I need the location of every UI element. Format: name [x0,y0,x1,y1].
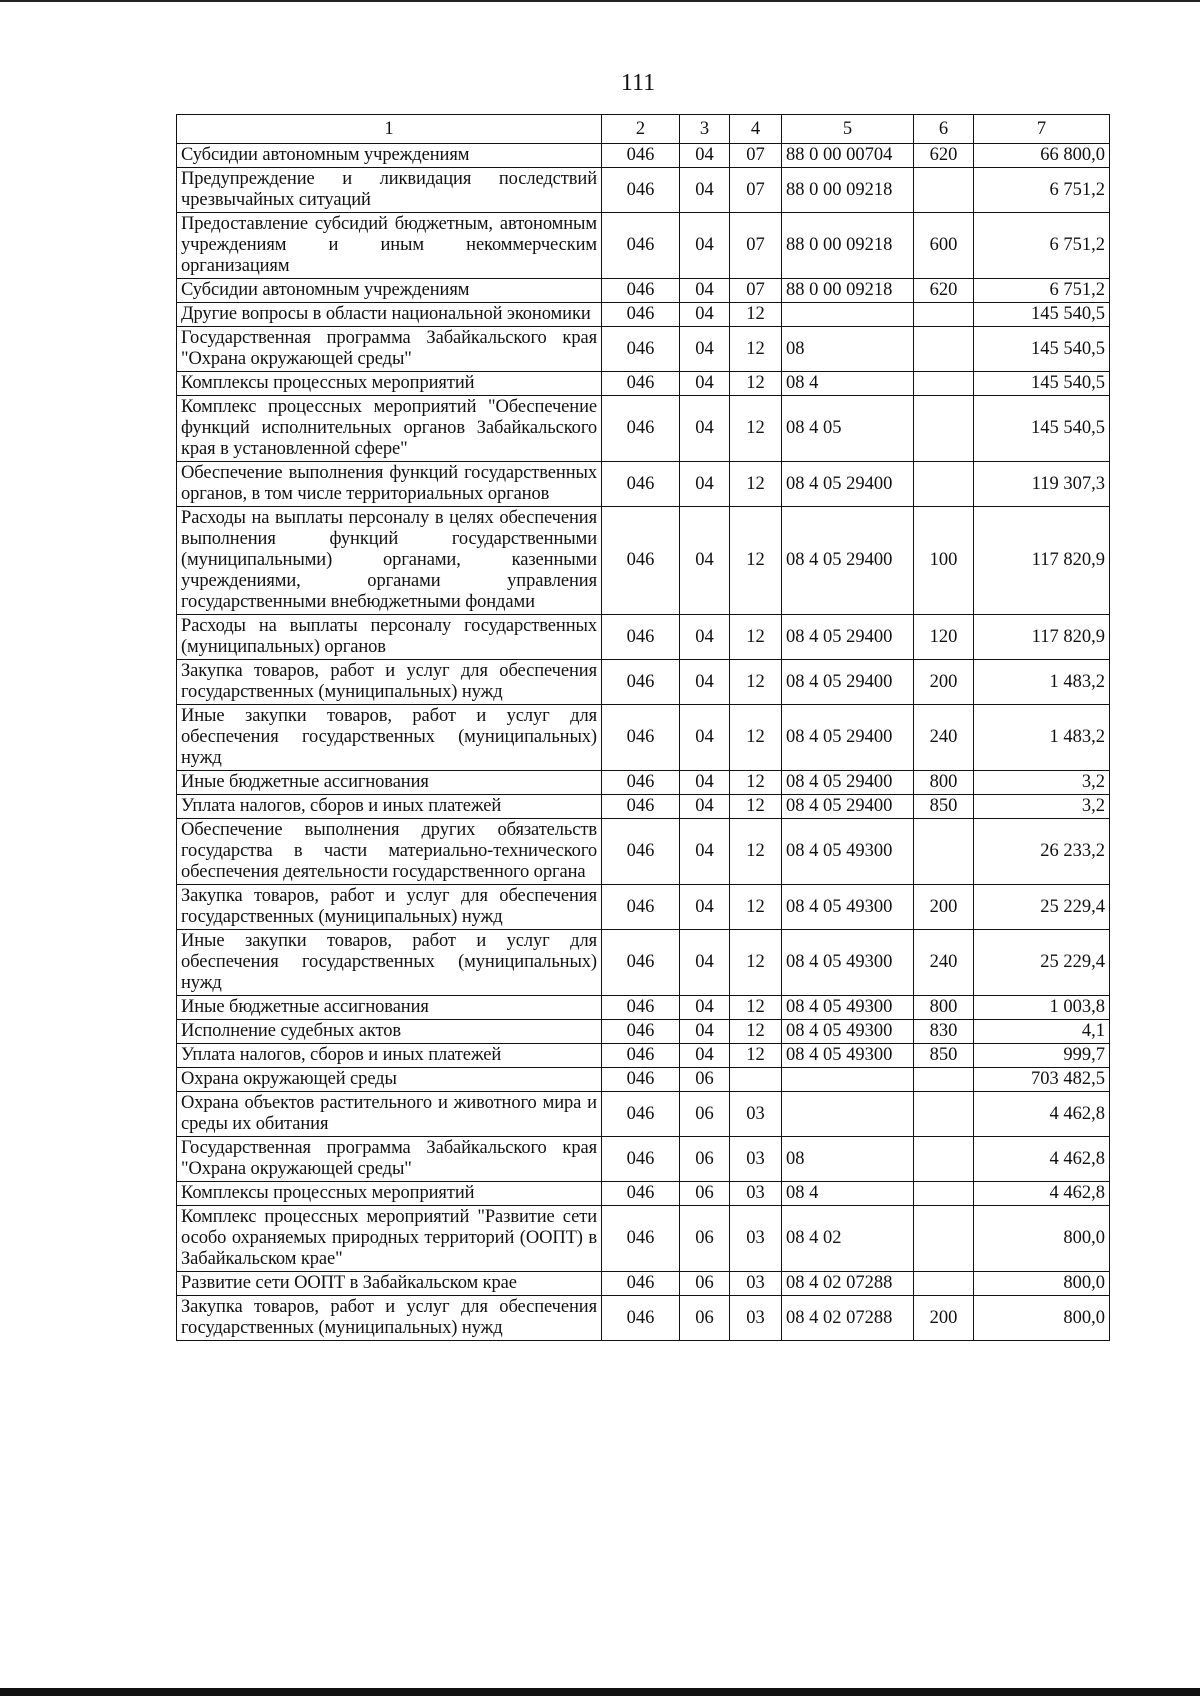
ministry-code-cell: 046 [602,372,680,396]
item-name-cell: Государственная программа Забайкальского края "Охрана окружающей среды" [177,1137,602,1182]
ministry-code-cell: 046 [602,771,680,795]
subsection-code-cell: 07 [730,168,782,213]
section-code-cell: 04 [680,279,730,303]
item-name-cell: Иные бюджетные ассигнования [177,771,602,795]
amount-cell: 4 462,8 [974,1092,1110,1137]
section-code-cell: 04 [680,885,730,930]
subsection-code-cell: 12 [730,396,782,462]
subsection-code-cell: 03 [730,1206,782,1272]
amount-cell: 25 229,4 [974,930,1110,996]
amount-cell: 800,0 [974,1272,1110,1296]
expense-type-code-cell: 240 [914,930,974,996]
target-article-code-cell: 08 4 05 29400 [782,507,914,615]
section-code-cell: 04 [680,144,730,168]
item-name-cell: Комплекс процессных мероприятий "Развитие сети особо охраняемых природных территорий (ООПТ) в Забайкальском крае" [177,1206,602,1272]
subsection-code-cell: 03 [730,1137,782,1182]
item-name-cell: Закупка товаров, работ и услуг для обеспечения государственных (муниципальных) нужд [177,660,602,705]
table-row [177,372,1110,396]
expense-type-code-cell [914,1137,974,1182]
amount-cell: 119 307,3 [974,462,1110,507]
budget-table [176,114,1110,1341]
item-name-cell: Обеспечение выполнения функций государственных органов, в том числе территориальных органов [177,462,602,507]
item-name-cell: Комплексы процессных мероприятий [177,372,602,396]
target-article-code-cell: 08 4 02 07288 [782,1272,914,1296]
section-code-cell: 04 [680,372,730,396]
table-row [177,930,1110,996]
expense-type-code-cell: 800 [914,771,974,795]
ministry-code-cell: 046 [602,327,680,372]
subsection-code-cell: 12 [730,795,782,819]
table-row [177,795,1110,819]
section-code-cell: 04 [680,660,730,705]
table-row [177,819,1110,885]
amount-cell: 1 483,2 [974,705,1110,771]
expense-type-code-cell: 620 [914,279,974,303]
amount-cell: 1 483,2 [974,660,1110,705]
target-article-code-cell: 08 4 [782,372,914,396]
amount-cell: 6 751,2 [974,168,1110,213]
target-article-code-cell: 08 4 05 49300 [782,996,914,1020]
ministry-code-cell: 046 [602,1044,680,1068]
column-header-7: 7 [974,115,1110,144]
table-row [177,1044,1110,1068]
expense-type-code-cell: 120 [914,615,974,660]
item-name-cell: Иные закупки товаров, работ и услуг для обеспечения государственных (муниципальных) нужд [177,930,602,996]
amount-cell: 145 540,5 [974,303,1110,327]
subsection-code-cell: 12 [730,615,782,660]
amount-cell: 999,7 [974,1044,1110,1068]
target-article-code-cell: 08 4 05 49300 [782,1044,914,1068]
amount-cell: 703 482,5 [974,1068,1110,1092]
table-header-row [177,115,1110,144]
section-code-cell: 06 [680,1068,730,1092]
amount-cell: 26 233,2 [974,819,1110,885]
expense-type-code-cell: 600 [914,213,974,279]
amount-cell: 4,1 [974,1020,1110,1044]
table-row [177,462,1110,507]
target-article-code-cell: 08 4 [782,1182,914,1206]
expense-type-code-cell [914,1092,974,1137]
expense-type-code-cell: 100 [914,507,974,615]
section-code-cell: 04 [680,303,730,327]
item-name-cell: Комплексы процессных мероприятий [177,1182,602,1206]
amount-cell: 1 003,8 [974,996,1110,1020]
bottom-border-bar [0,1688,1200,1696]
table-body [177,144,1110,1341]
section-code-cell: 04 [680,795,730,819]
amount-cell: 4 462,8 [974,1182,1110,1206]
subsection-code-cell: 03 [730,1182,782,1206]
section-code-cell: 04 [680,1044,730,1068]
subsection-code-cell: 07 [730,279,782,303]
expense-type-code-cell [914,1272,974,1296]
target-article-code-cell: 08 4 05 49300 [782,885,914,930]
target-article-code-cell: 08 4 05 49300 [782,1020,914,1044]
amount-cell: 145 540,5 [974,327,1110,372]
expense-type-code-cell: 850 [914,795,974,819]
amount-cell: 145 540,5 [974,396,1110,462]
expense-type-code-cell: 850 [914,1044,974,1068]
target-article-code-cell: 08 4 05 29400 [782,771,914,795]
target-article-code-cell: 08 [782,1137,914,1182]
section-code-cell: 06 [680,1206,730,1272]
amount-cell: 66 800,0 [974,144,1110,168]
item-name-cell: Субсидии автономным учреждениям [177,279,602,303]
target-article-code-cell: 08 4 05 29400 [782,705,914,771]
target-article-code-cell [782,1092,914,1137]
table-row [177,168,1110,213]
section-code-cell: 04 [680,996,730,1020]
target-article-code-cell: 08 4 05 29400 [782,615,914,660]
item-name-cell: Охрана окружающей среды [177,1068,602,1092]
amount-cell: 800,0 [974,1206,1110,1272]
top-border-line [0,0,1200,2]
expense-type-code-cell [914,168,974,213]
expense-type-code-cell: 200 [914,885,974,930]
ministry-code-cell: 046 [602,462,680,507]
table-row [177,213,1110,279]
subsection-code-cell: 12 [730,303,782,327]
column-header-4: 4 [730,115,782,144]
item-name-cell: Предоставление субсидий бюджетным, автономным учреждениям и иным некоммерческим организациям [177,213,602,279]
ministry-code-cell: 046 [602,396,680,462]
target-article-code-cell: 08 4 05 49300 [782,819,914,885]
section-code-cell: 06 [680,1137,730,1182]
subsection-code-cell: 12 [730,372,782,396]
table-row [177,1137,1110,1182]
target-article-code-cell: 08 4 05 29400 [782,462,914,507]
table-row [177,396,1110,462]
item-name-cell: Закупка товаров, работ и услуг для обеспечения государственных (муниципальных) нужд [177,1296,602,1341]
expense-type-code-cell: 830 [914,1020,974,1044]
subsection-code-cell: 12 [730,930,782,996]
expense-type-code-cell: 800 [914,996,974,1020]
item-name-cell: Развитие сети ООПТ в Забайкальском крае [177,1272,602,1296]
amount-cell: 3,2 [974,795,1110,819]
item-name-cell: Закупка товаров, работ и услуг для обеспечения государственных (муниципальных) нужд [177,885,602,930]
target-article-code-cell: 08 4 02 [782,1206,914,1272]
table-row [177,507,1110,615]
expense-type-code-cell [914,327,974,372]
table-row [177,1206,1110,1272]
table-row [177,615,1110,660]
table-row [177,771,1110,795]
ministry-code-cell: 046 [602,1092,680,1137]
expense-type-code-cell [914,396,974,462]
expense-type-code-cell: 620 [914,144,974,168]
ministry-code-cell: 046 [602,660,680,705]
ministry-code-cell: 046 [602,996,680,1020]
subsection-code-cell: 12 [730,996,782,1020]
column-header-6: 6 [914,115,974,144]
item-name-cell: Предупреждение и ликвидация последствий чрезвычайных ситуаций [177,168,602,213]
subsection-code-cell: 07 [730,144,782,168]
target-article-code-cell: 88 0 00 09218 [782,213,914,279]
amount-cell: 800,0 [974,1296,1110,1341]
table-row [177,660,1110,705]
subsection-code-cell: 07 [730,213,782,279]
amount-cell: 3,2 [974,771,1110,795]
table-row [177,1020,1110,1044]
item-name-cell: Расходы на выплаты персоналу в целях обеспечения выполнения функций государственными (муниципальными) органами, казенными учреждениями, органами управления государственными внебюджетными фондами [177,507,602,615]
item-name-cell: Иные бюджетные ассигнования [177,996,602,1020]
section-code-cell: 04 [680,705,730,771]
section-code-cell: 06 [680,1092,730,1137]
item-name-cell: Уплата налогов, сборов и иных платежей [177,1044,602,1068]
ministry-code-cell: 046 [602,930,680,996]
item-name-cell: Обеспечение выполнения других обязательств государства в части материально-технического обеспечения деятельности государственного органа [177,819,602,885]
item-name-cell: Охрана объектов растительного и животного мира и среды их обитания [177,1092,602,1137]
column-header-3: 3 [680,115,730,144]
subsection-code-cell [730,1068,782,1092]
expense-type-code-cell [914,1206,974,1272]
amount-cell: 6 751,2 [974,279,1110,303]
expense-type-code-cell [914,372,974,396]
subsection-code-cell: 12 [730,771,782,795]
target-article-code-cell: 08 [782,327,914,372]
section-code-cell: 04 [680,930,730,996]
table-row [177,1182,1110,1206]
amount-cell: 117 820,9 [974,507,1110,615]
ministry-code-cell: 046 [602,885,680,930]
ministry-code-cell: 046 [602,795,680,819]
ministry-code-cell: 046 [602,1296,680,1341]
expense-type-code-cell [914,303,974,327]
amount-cell: 145 540,5 [974,372,1110,396]
amount-cell: 4 462,8 [974,1137,1110,1182]
amount-cell: 25 229,4 [974,885,1110,930]
table-row [177,327,1110,372]
subsection-code-cell: 03 [730,1296,782,1341]
subsection-code-cell: 12 [730,1020,782,1044]
section-code-cell: 04 [680,168,730,213]
section-code-cell: 04 [680,213,730,279]
section-code-cell: 04 [680,1020,730,1044]
section-code-cell: 04 [680,396,730,462]
section-code-cell: 04 [680,771,730,795]
target-article-code-cell: 08 4 02 07288 [782,1296,914,1341]
subsection-code-cell: 03 [730,1272,782,1296]
table-row [177,279,1110,303]
section-code-cell: 04 [680,327,730,372]
item-name-cell: Расходы на выплаты персоналу государственных (муниципальных) органов [177,615,602,660]
target-article-code-cell: 08 4 05 49300 [782,930,914,996]
subsection-code-cell: 12 [730,1044,782,1068]
section-code-cell: 04 [680,819,730,885]
table-row [177,1272,1110,1296]
target-article-code-cell: 88 0 00 09218 [782,279,914,303]
ministry-code-cell: 046 [602,303,680,327]
target-article-code-cell: 08 4 05 [782,396,914,462]
ministry-code-cell: 046 [602,1206,680,1272]
item-name-cell: Государственная программа Забайкальского края "Охрана окружающей среды" [177,327,602,372]
ministry-code-cell: 046 [602,507,680,615]
table-row [177,705,1110,771]
target-article-code-cell: 08 4 05 29400 [782,795,914,819]
expense-type-code-cell: 200 [914,1296,974,1341]
target-article-code-cell [782,303,914,327]
ministry-code-cell: 046 [602,1020,680,1044]
table-row [177,303,1110,327]
table-row [177,1092,1110,1137]
item-name-cell: Уплата налогов, сборов и иных платежей [177,795,602,819]
section-code-cell: 06 [680,1182,730,1206]
expense-type-code-cell [914,1182,974,1206]
expense-type-code-cell [914,819,974,885]
item-name-cell: Иные закупки товаров, работ и услуг для обеспечения государственных (муниципальных) нужд [177,705,602,771]
ministry-code-cell: 046 [602,1272,680,1296]
expense-type-code-cell: 200 [914,660,974,705]
item-name-cell: Комплекс процессных мероприятий "Обеспечение функций исполнительных органов Забайкальского края в установленной сфере" [177,396,602,462]
column-header-1: 1 [177,115,602,144]
subsection-code-cell: 12 [730,885,782,930]
ministry-code-cell: 046 [602,1137,680,1182]
ministry-code-cell: 046 [602,168,680,213]
ministry-code-cell: 046 [602,615,680,660]
column-header-2: 2 [602,115,680,144]
amount-cell: 117 820,9 [974,615,1110,660]
section-code-cell: 04 [680,615,730,660]
ministry-code-cell: 046 [602,1068,680,1092]
target-article-code-cell: 88 0 00 00704 [782,144,914,168]
subsection-code-cell: 12 [730,705,782,771]
table-row [177,144,1110,168]
ministry-code-cell: 046 [602,144,680,168]
subsection-code-cell: 12 [730,507,782,615]
expense-type-code-cell [914,462,974,507]
target-article-code-cell: 08 4 05 29400 [782,660,914,705]
ministry-code-cell: 046 [602,705,680,771]
table-row [177,1068,1110,1092]
target-article-code-cell [782,1068,914,1092]
section-code-cell: 04 [680,462,730,507]
expense-type-code-cell [914,1068,974,1092]
item-name-cell: Субсидии автономным учреждениям [177,144,602,168]
ministry-code-cell: 046 [602,279,680,303]
item-name-cell: Другие вопросы в области национальной экономики [177,303,602,327]
expense-type-code-cell: 240 [914,705,974,771]
amount-cell: 6 751,2 [974,213,1110,279]
subsection-code-cell: 03 [730,1092,782,1137]
ministry-code-cell: 046 [602,213,680,279]
subsection-code-cell: 12 [730,327,782,372]
item-name-cell: Исполнение судебных актов [177,1020,602,1044]
section-code-cell: 04 [680,507,730,615]
section-code-cell: 06 [680,1296,730,1341]
subsection-code-cell: 12 [730,462,782,507]
page-number: 111 [620,70,656,96]
table-row [177,885,1110,930]
column-header-5: 5 [782,115,914,144]
subsection-code-cell: 12 [730,660,782,705]
ministry-code-cell: 046 [602,1182,680,1206]
table-row [177,996,1110,1020]
table-row [177,1296,1110,1341]
section-code-cell: 06 [680,1272,730,1296]
subsection-code-cell: 12 [730,819,782,885]
target-article-code-cell: 88 0 00 09218 [782,168,914,213]
ministry-code-cell: 046 [602,819,680,885]
